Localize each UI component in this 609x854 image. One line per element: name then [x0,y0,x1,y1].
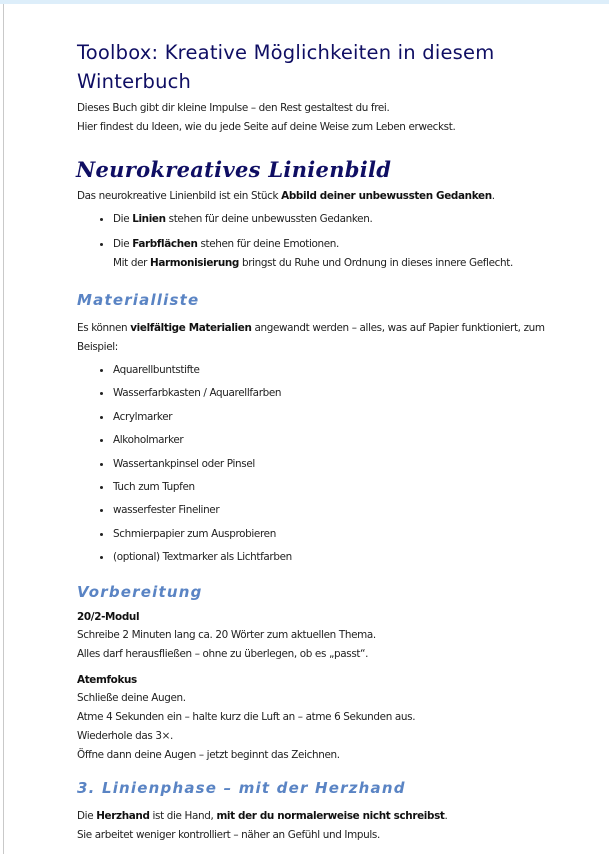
atemfokus-block [77,672,587,765]
atemfokus-line: Wiederhole das 3×. [77,730,173,743]
bold-run: mit der du normalerweise nicht schreibst [216,810,445,823]
text-run: Die [113,238,133,250]
list-item: Aquarellbuntstifte [100,361,587,380]
linienbild-heading: Neurokreatives Linienbild [76,157,392,182]
modul-block [77,609,587,664]
text-run: stehen für deine Emotionen. [197,238,339,250]
linienbild-bullets [77,210,587,273]
text-run: Mit der [113,257,150,269]
list-item: Alkoholmarker [100,431,587,450]
bold-run: Farbflächen [132,238,198,250]
top-strip [0,0,609,4]
intro-line-2: Hier findest du Ideen, wie du jede Seite auf deine Weise zum Leben erweckst. [77,121,456,133]
document-title [77,38,587,96]
text-run: . [444,810,448,823]
title-line-2: Winterbuch [77,70,192,93]
document-page [77,38,587,845]
linienphase-block [77,807,587,845]
bold-run: Linien [132,213,166,225]
linienbild-intro [77,187,587,206]
intro-block [77,99,587,137]
materialliste-heading: Materialliste [77,291,200,309]
list-item [100,210,587,229]
modul-line: Schreibe 2 Minuten lang ca. 20 Wörter zum aktuellen Thema. [77,629,376,642]
list-item: wasserfester Fineliner [100,501,587,520]
materialliste-intro [77,319,587,357]
list-item: Wasserfarbkasten / Aquarellfarben [100,384,587,403]
text-run: angewandt werden – alles, was auf Papier funktioniert, zum Beispiel: [77,322,545,353]
text-run: stehen für deine unbewussten Gedanken. [165,213,373,225]
bold-run: Herzhand [96,810,150,823]
atemfokus-line: Öffne dann deine Augen – jetzt beginnt das Zeichnen. [77,749,340,762]
text-run: ist die Hand, [149,810,217,823]
atemfokus-line: Schließe deine Augen. [77,692,186,705]
vorbereitung-heading: Vorbereitung [77,583,203,602]
text-run: . [491,190,495,202]
bold-run: Abbild deiner unbewussten Gedanken [281,190,492,202]
list-item: Wassertankpinsel oder Pinsel [100,455,587,474]
bold-run: Harmonisierung [150,257,240,269]
intro-line-1: Dieses Buch gibt dir kleine Impulse – den Rest gestaltest du frei. [77,102,390,114]
modul-label: 20/2-Modul [77,611,140,624]
text-run: Es können [77,322,131,334]
title-line-1: Toolbox: Kreative Möglichkeiten in diesem [77,41,495,64]
list-item: Acrylmarker [100,408,587,427]
list-item: Schmierpapier zum Ausprobieren [100,525,587,544]
materialliste-items [77,361,587,567]
page-left-border [3,4,4,854]
linienphase-line-2: Sie arbeitet weniger kontrolliert – näher an Gefühl und Impuls. [77,829,380,842]
atemfokus-label: Atemfokus [77,674,137,687]
list-item [100,235,587,273]
bold-run: vielfältige Materialien [130,322,252,334]
text-run: bringst du Ruhe und Ordnung in dieses innere Geflecht. [239,257,513,269]
list-item: Tuch zum Tupfen [100,478,587,497]
text-run: Die [77,810,97,823]
atemfokus-line: Atme 4 Sekunden ein – halte kurz die Luft an – atme 6 Sekunden aus. [77,711,416,724]
modul-line: Alles darf herausfließen – ohne zu überlegen, ob es „passt“. [77,648,369,661]
list-item: (optional) Textmarker als Lichtfarben [100,548,587,567]
text-run: Die [113,213,133,225]
linienphase-heading: 3. Linienphase – mit der Herzhand [77,779,406,798]
linienphase-line-1 [77,807,587,826]
text-run: Das neurokreative Linienbild ist ein Stück [77,190,282,202]
